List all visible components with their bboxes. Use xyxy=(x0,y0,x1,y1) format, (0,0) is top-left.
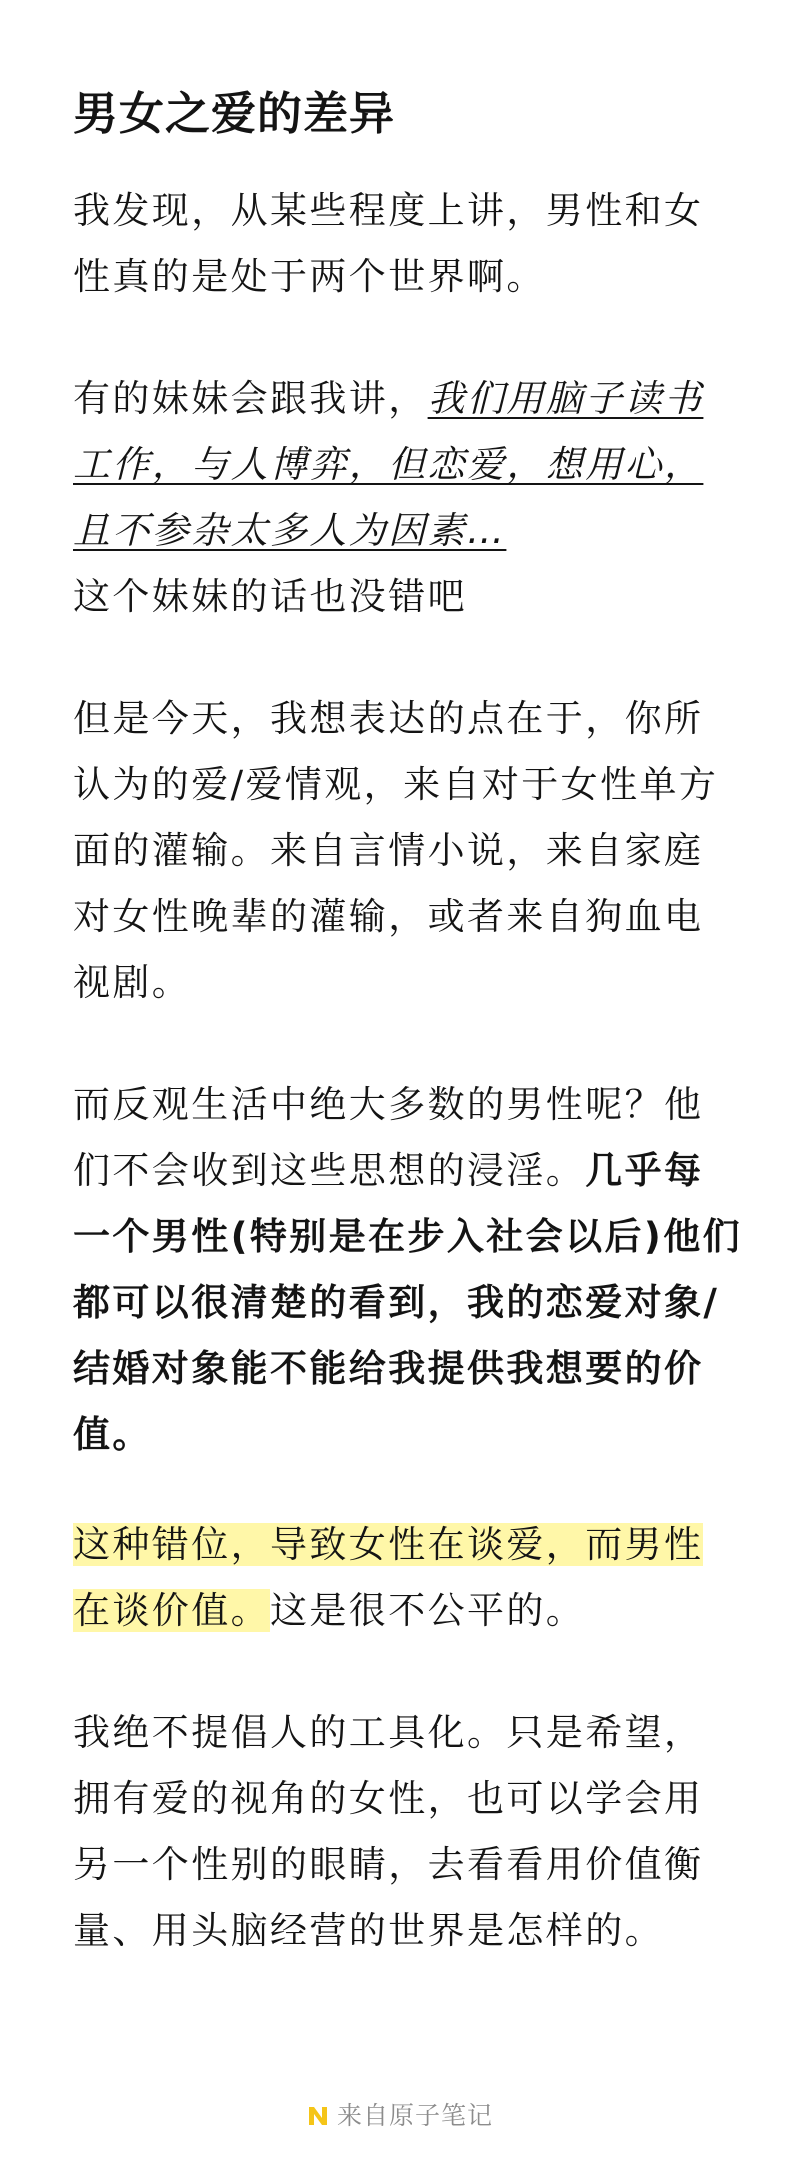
text-line: 量、用头脑经营的世界是怎样的。 xyxy=(73,1909,664,1952)
quote-emphasis: 我们用脑子读书 xyxy=(427,377,704,420)
page-title: 男女之爱的差异 xyxy=(73,87,396,140)
paragraph-2 xyxy=(73,366,733,630)
bold-text-line: 一个男性(特别是在步入社会以后)他们 xyxy=(73,1215,743,1258)
bold-text-line: 都可以很清楚的看到，我的恋爱对象/ xyxy=(73,1281,720,1324)
atomic-notes-logo-icon xyxy=(307,2103,329,2125)
text-line xyxy=(73,1578,733,1644)
text-span: 这是很不公平的。 xyxy=(270,1589,586,1632)
text-line: 我绝不提倡人的工具化。只是希望， xyxy=(73,1711,704,1754)
text-line: 对女性晚辈的灌输，或者来自狗血电 xyxy=(73,895,704,938)
text-line: 拥有爱的视角的女性，也可以学会用 xyxy=(73,1777,704,1820)
quote-emphasis: 工作，与人博弈，但恋爱，想用心， xyxy=(73,443,704,486)
text-line xyxy=(73,1512,733,1578)
text-line: 我发现，从某些程度上讲，男性和女 xyxy=(73,189,704,232)
text-span: 们不会收到这些思想的浸淫。 xyxy=(73,1149,586,1192)
quote-emphasis: 且不参杂太多人为因素… xyxy=(73,509,507,552)
highlighted-text: 这种错位，导致女性在谈爱，而男性 xyxy=(73,1523,704,1566)
text-line: 视剧。 xyxy=(73,961,192,1004)
bold-text: 几乎每 xyxy=(585,1149,704,1192)
text-line: 但是今天，我想表达的点在于，你所 xyxy=(73,697,704,740)
text-line xyxy=(73,498,733,564)
footer-text: 来自原子笔记 xyxy=(336,2101,493,2130)
text-line xyxy=(73,1138,733,1204)
paragraph-5 xyxy=(73,1512,733,1644)
source-footer xyxy=(0,2100,800,2132)
text-line: 性真的是处于两个世界啊。 xyxy=(73,255,546,298)
text-span: 有的妹妹会跟我讲， xyxy=(73,377,428,420)
paragraph-6 xyxy=(73,1700,733,1964)
highlighted-text: 在谈价值。 xyxy=(73,1589,270,1632)
text-line: 而反观生活中绝大多数的男性呢？他 xyxy=(73,1083,704,1126)
text-line xyxy=(73,432,733,498)
bold-text-line: 值。 xyxy=(73,1413,152,1456)
bold-text-line: 结婚对象能不能给我提供我想要的价 xyxy=(73,1347,704,1390)
text-line: 另一个性别的眼睛，去看看用价值衡 xyxy=(73,1843,704,1886)
paragraph-1 xyxy=(73,178,733,310)
paragraph-4 xyxy=(73,1072,743,1468)
text-line: 面的灌输。来自言情小说，来自家庭 xyxy=(73,829,704,872)
text-line: 这个妹妹的话也没错吧 xyxy=(73,575,467,618)
text-line: 认为的爱/爱情观，来自对于女性单方 xyxy=(73,763,719,806)
paragraph-3 xyxy=(73,686,733,1016)
text-line xyxy=(73,366,733,432)
